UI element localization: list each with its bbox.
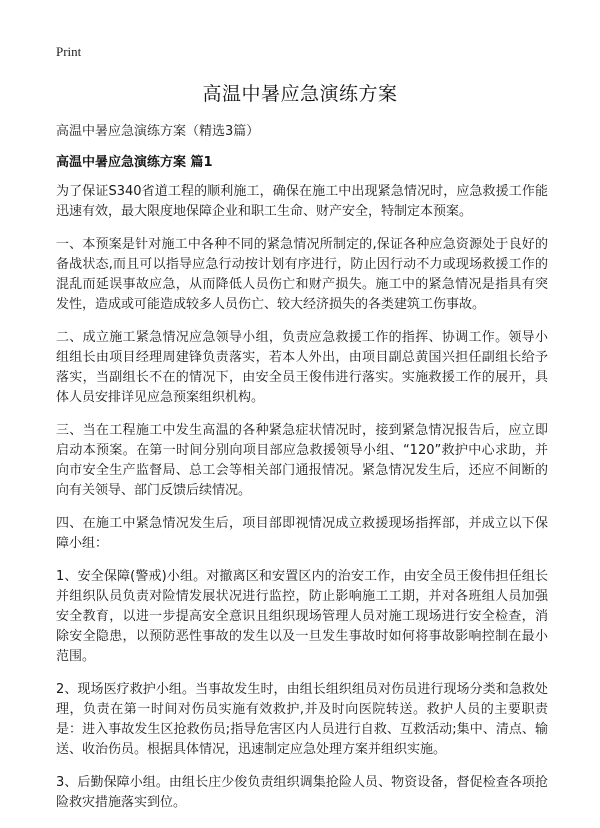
section-heading: 高温中暑应急演练方案 篇1 (56, 155, 213, 170)
paragraph-intro: 为了保证S340省道工程的顺利施工，确保在施工中出现紧急情况时，应急救援工作能迅速有效，最大限度地保障企业和职工生命、财产安全，特制定本预案。 (56, 184, 548, 219)
document-subtitle: 高温中暑应急演练方案（精选3篇） (56, 124, 260, 139)
paragraph-3: 三、当在工程施工中发生高温的各种紧急症状情况时，接到紧急情况报告后，应立即启动本预案。在第一时间分别向项目部应急救援领导小组、“120”救护中心求助，并向市安全生产监督局、总工会等相关部门通报情况。紧急情况发生后，还应不间断的向有关领导、部门反馈后续情况。 (56, 423, 548, 498)
paragraph-security-group: 1、安全保障(警戒)小组。对撤离区和安置区内的治安工作，由安全员王俊伟担任组长并组织队员负责对险情发展状况进行监控，防止影响施工工期，并对各班组人员加强安全教育，以进一步提高安全意识且组织现场管理人员对施工现场进行安全检查，消除安全隐患，以预防恶性事故的发生以及一旦发生事故时如何将事故影响控制在最小范围。 (56, 569, 548, 664)
document-body (56, 182, 548, 826)
paragraph-1: 一、本预案是针对施工中各种不同的紧急情况所制定的,保证各种应急资源处于良好的备战状态,而且可以指导应急行动按计划有序进行，防止因行动不力或现场救援工作的混乱而延误事故应急，从而降低人员伤亡和财产损失。施工中的紧急情况是指具有突发性，造成或可能造成较多人员伤亡、较大经济损失的各类建筑工伤事故。 (56, 237, 548, 312)
document-title: 高温中暑应急演练方案 (202, 83, 398, 105)
paragraph-logistics-group: 3、后勤保障小组。由组长庄少俊负责组织调集抢险人员、物资设备，督促检查各项抢险救灾措施落实到位。 (56, 775, 548, 810)
print-label: Print (56, 44, 82, 59)
paragraph-medical-group: 2、现场医疗救护小组。当事故发生时，由组长组织组员对伤员进行现场分类和急救处理，负责在第一时间对伤员实施有效救护,并及时向医院转送。救护人员的主要职责是：进入事故发生区抢救伤员;指导危害区内人员进行自救、互救活动;集中、清点、输送、收治伤员。根据具体情况，迅速制定应急处理方案并组织实施。 (56, 682, 548, 757)
paragraph-2: 二、成立施工紧急情况应急领导小组，负责应急救援工作的指挥、协调工作。领导小组组长由项目经理周建锋负责落实，若本人外出，由项目副总黄国兴担任副组长给予落实，当副组长不在的情况下，由安全员王俊伟进行落实。实施救援工作的展开，具体人员安排详见应急预案组织机构。 (56, 330, 548, 405)
paragraph-4: 四、在施工中紧急情况发生后，项目部即视情况成立救援现场指挥部，并成立以下保障小组： (56, 516, 548, 551)
